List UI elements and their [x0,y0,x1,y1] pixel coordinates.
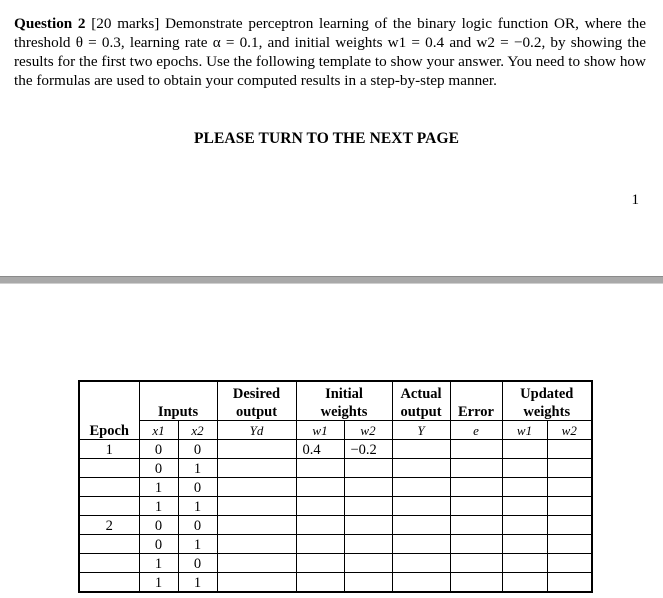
yd-cell [217,516,296,535]
init-w2-cell [344,497,392,516]
init-w2-cell [344,459,392,478]
epoch-cell [79,554,139,573]
x2-cell: 1 [178,497,217,516]
x2-header: x2 [178,421,217,440]
yd-cell [217,478,296,497]
x2-cell: 0 [178,554,217,573]
updated-w2-cell [547,497,592,516]
y-cell [392,478,450,497]
y-cell [392,516,450,535]
question-body: [20 marks] Demonstrate perceptron learning of the binary logic function OR, where the threshold θ = 0.3, learning rate α = 0.1, and initial weights w1 = 0.4 and w2 = −0.2, by showing the results for the first two epochs. Use the following template to show your answer. You need to show how the formulas are used to obtain your computed results in a step-by-step manner. [14,15,646,89]
e-header: e [450,421,502,440]
updated-w2-cell [547,478,592,497]
init-w1-cell [296,497,344,516]
updated-w1-cell [502,478,547,497]
updated-w1-header: w1 [502,421,547,440]
y-cell [392,440,450,459]
x2-cell: 0 [178,440,217,459]
x1-cell: 1 [139,554,178,573]
table-row [79,478,592,497]
yd-cell [217,554,296,573]
updated-header-2: weights [502,402,592,421]
updated-w2-cell [547,573,592,593]
yd-cell [217,440,296,459]
question-label: Question 2 [14,15,86,32]
error-cell [450,440,502,459]
turn-page-notice: PLEASE TURN TO THE NEXT PAGE [193,130,460,147]
table-row [79,535,592,554]
x2-cell: 1 [178,459,217,478]
error-cell [450,516,502,535]
updated-header-1: Updated [502,381,592,402]
yd-header: Yd [217,421,296,440]
x1-cell: 0 [139,516,178,535]
epoch-cell [79,459,139,478]
init-w1-cell [296,535,344,554]
y-header: Y [392,421,450,440]
y-cell [392,459,450,478]
epoch-cell [79,478,139,497]
x1-cell: 0 [139,440,178,459]
init-w1-cell [296,459,344,478]
y-cell [392,554,450,573]
table-row [79,554,592,573]
table-row [79,459,592,478]
y-cell [392,573,450,593]
init-w2-cell [344,554,392,573]
table-row [79,573,592,593]
w1-header: w1 [296,421,344,440]
table-row [79,497,592,516]
init-w1-cell [296,478,344,497]
updated-w1-cell [502,497,547,516]
updated-w2-cell [547,535,592,554]
actual-header-1: Actual [392,381,450,402]
x1-cell: 1 [139,478,178,497]
initial-header-1: Initial [296,381,392,402]
table-row [79,440,592,459]
page-separator [0,276,663,284]
updated-w1-cell [502,440,547,459]
page-one [0,0,663,276]
epoch-cell: 2 [79,516,139,535]
yd-cell [217,535,296,554]
init-w2-cell [344,516,392,535]
init-w1-cell [296,573,344,593]
answer-template-table [78,380,593,593]
desired-header-1: Desired [217,381,296,402]
updated-w2-cell [547,440,592,459]
updated-w1-cell [502,459,547,478]
error-cell [450,478,502,497]
yd-cell [217,459,296,478]
init-w1-cell [296,516,344,535]
y-cell [392,497,450,516]
w2-header: w2 [344,421,392,440]
epoch-cell [79,573,139,593]
y-cell [392,535,450,554]
question-text [14,14,646,90]
updated-w1-cell [502,573,547,593]
yd-cell [217,573,296,593]
init-w2-cell [344,478,392,497]
desired-header-2: output [217,402,296,421]
updated-w2-cell [547,516,592,535]
actual-header-2: output [392,402,450,421]
init-w1-cell [296,554,344,573]
updated-w1-cell [502,554,547,573]
error-cell [450,535,502,554]
epoch-cell [79,497,139,516]
x1-cell: 0 [139,535,178,554]
x1-header: x1 [139,421,178,440]
updated-w2-cell [547,459,592,478]
epoch-cell [79,535,139,554]
table-row [79,516,592,535]
error-cell [450,497,502,516]
x2-cell: 0 [178,478,217,497]
x1-cell: 1 [139,497,178,516]
page-two [0,284,663,598]
x1-cell: 1 [139,573,178,593]
updated-w1-cell [502,535,547,554]
updated-w1-cell [502,516,547,535]
updated-w2-header: w2 [547,421,592,440]
initial-header-2: weights [296,402,392,421]
init-w1-cell: 0.4 [296,440,344,459]
x1-cell: 0 [139,459,178,478]
error-cell [450,573,502,593]
updated-w2-cell [547,554,592,573]
init-w2-cell: −0.2 [344,440,392,459]
error-cell [450,459,502,478]
epoch-header: Epoch [79,421,139,440]
yd-cell [217,497,296,516]
inputs-header: Inputs [139,402,217,421]
error-header: Error [450,402,502,421]
x2-cell: 0 [178,516,217,535]
init-w2-cell [344,573,392,593]
x2-cell: 1 [178,573,217,593]
error-cell [450,554,502,573]
page-number: 1 [631,192,639,208]
table-body [79,440,592,593]
epoch-cell: 1 [79,440,139,459]
x2-cell: 1 [178,535,217,554]
init-w2-cell [344,535,392,554]
